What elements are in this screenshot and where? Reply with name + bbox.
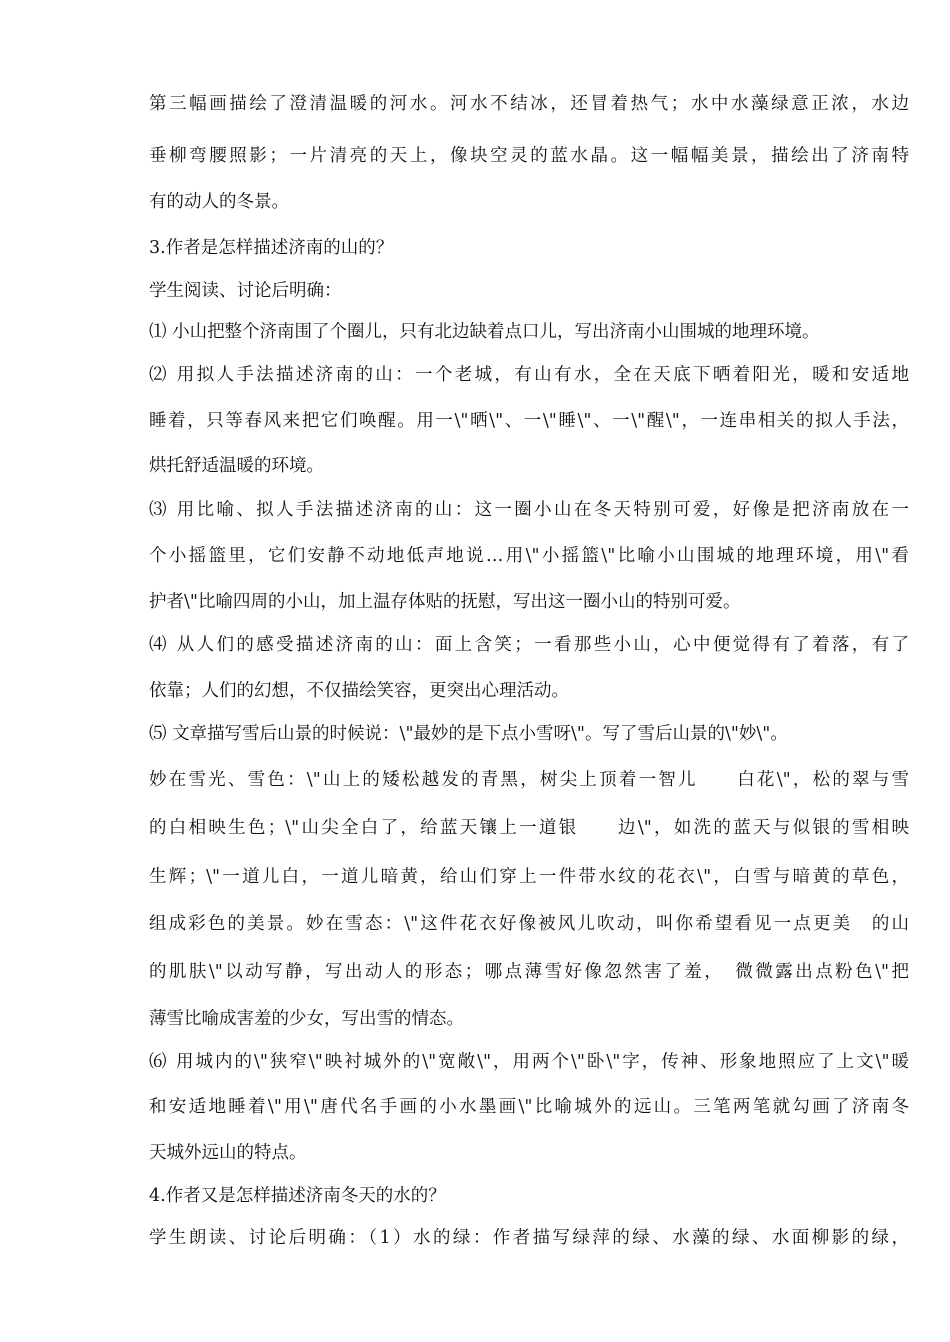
text-line: 组成彩色的美景。妙在雪态：\"这件花衣好像被风儿吹动，叫你希望看见一点更美 的山 xyxy=(149,914,909,934)
text-line: 3.作者是怎样描述济南的山的？ xyxy=(149,238,394,258)
text-line: 第三幅画描绘了澄清温暖的河水。河水不结冰，还冒着热气；水中水藻绿意正浓，水边 xyxy=(149,94,909,114)
text-line: 薄雪比喻成害羞的少女，写出雪的情态。 xyxy=(149,1009,464,1029)
text-line: 护者\"比喻四周的小山，加上温存体贴的抚慰，写出这一圈小山的特别可爱。 xyxy=(149,592,741,612)
text-line: 的白相映生色；\"山尖全白了，给蓝天镶上一道银 边\"，如洗的蓝天与似银的雪相映 xyxy=(149,818,909,838)
text-line: 妙在雪光、雪色：\"山上的矮松越发的青黑，树尖上顶着一智儿 白花\"，松的翠与雪 xyxy=(149,770,909,790)
text-line: ⑸ 文章描写雪后山景的时候说：\"最妙的是下点小雪呀\"。写了雪后山景的\"妙\"。 xyxy=(149,724,788,744)
text-line: 学生朗读、讨论后明确：（1）水的绿：作者描写绿萍的绿、水藻的绿、水面柳影的绿， xyxy=(149,1228,909,1248)
text-line: 和安适地睡着\"用\"唐代名手画的小水墨画\"比喻城外的远山。三笔两笔就勾画了济南冬 xyxy=(149,1097,909,1117)
text-line: ⑹ 用城内的\"狭窄\"映衬城外的\"宽敞\"，用两个\"卧\"字，传神、形象地照应了上文\"暖 xyxy=(149,1052,909,1072)
text-line: 学生阅读、讨论后明确： xyxy=(149,281,342,301)
text-line: 烘托舒适温暖的环境。 xyxy=(149,456,324,476)
text-line: 垂柳弯腰照影；一片清亮的天上，像块空灵的蓝水晶。这一幅幅美景，描绘出了济南特 xyxy=(149,146,909,166)
text-line: ⑴ 小山把整个济南围了个圈儿，只有北边缺着点口儿，写出济南小山围城的地理环境。 xyxy=(149,322,820,342)
text-line: 天城外远山的特点。 xyxy=(149,1143,307,1163)
text-line: 4.作者又是怎样描述济南冬天的水的？ xyxy=(149,1186,446,1206)
text-line: 睡着，只等春风来把它们唤醒。用一\"晒\"、一\"睡\"、一\"醒\"，一连串相关的拟人手法， xyxy=(149,411,909,431)
text-line: ⑷ 从人们的感受描述济南的山：面上含笑；一看那些小山，心中便觉得有了着落，有了 xyxy=(149,635,909,655)
text-line: ⑶ 用比喻、拟人手法描述济南的山：这一圈小山在冬天特别可爱，好像是把济南放在一 xyxy=(149,500,909,520)
text-line: ⑵ 用拟人手法描述济南的山：一个老城，有山有水，全在天底下晒着阳光，暖和安适地 xyxy=(149,365,909,385)
text-line: 有的动人的冬景。 xyxy=(149,192,289,212)
text-line: 生辉；\"一道儿白，一道儿暗黄，给山们穿上一件带水纹的花衣\"，白雪与暗黄的草色， xyxy=(149,867,909,887)
text-line: 个小摇篮里，它们安静不动地低声地说…用\"小摇篮\"比喻小山围城的地理环境，用\"看 xyxy=(149,546,909,566)
text-line: 依靠；人们的幻想，不仅描绘笑容，更突出心理活动。 xyxy=(149,681,569,701)
text-line: 的肌肤\"以动写静，写出动人的形态；哪点薄雪好像忽然害了羞， 微微露出点粉色\"把 xyxy=(149,962,909,982)
